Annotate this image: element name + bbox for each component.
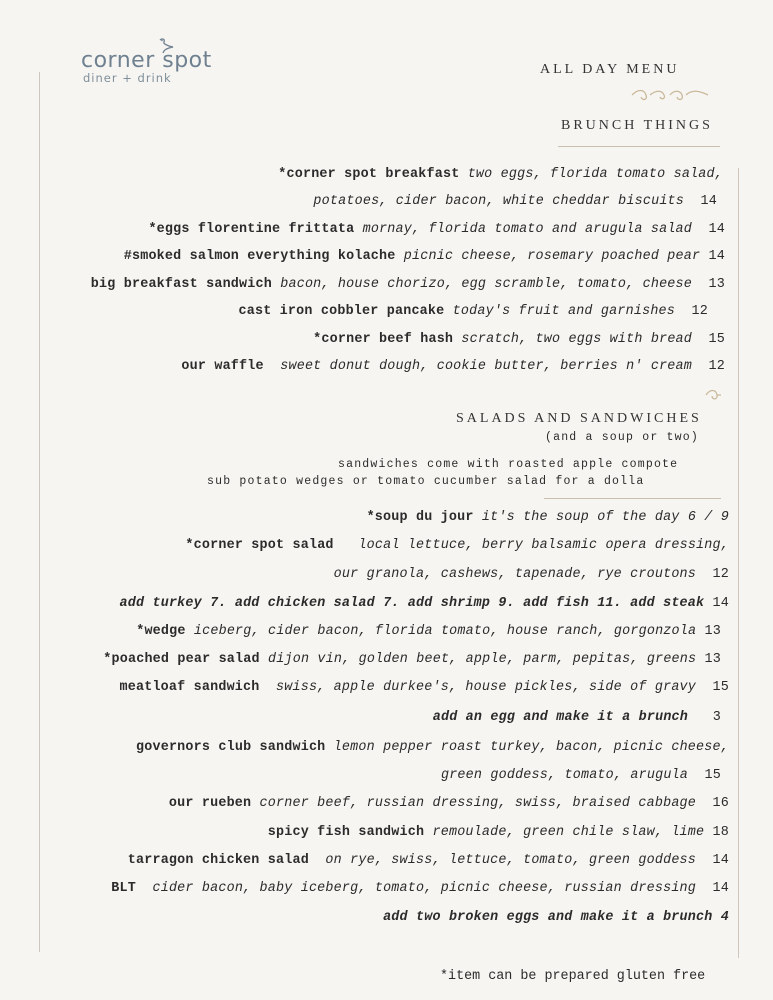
item-description: cider bacon, baby iceberg, tomato, picnic cheese, russian dressing [152, 881, 697, 896]
list-item [268, 825, 729, 840]
item-price: 13 [708, 277, 725, 292]
item-description: scratch, two eggs with bread [461, 332, 693, 347]
list-item [91, 277, 725, 292]
item-name: tarragon chicken salad [127, 853, 309, 868]
item-name: big breakfast sandwich [90, 277, 272, 292]
item-name: cast iron cobbler pancake [238, 304, 445, 319]
item-price: 12 [708, 359, 725, 374]
item-price: 4 [720, 910, 729, 925]
item-name: *corner spot breakfast [278, 167, 460, 182]
item-price: 14 [712, 881, 729, 896]
item-addon: add two broken eggs and make it a brunch [383, 910, 713, 925]
item-price: 14 [708, 249, 725, 264]
flourish-ornament-icon [704, 388, 722, 402]
item-description: corner beef, russian dressing, swiss, braised cabbage [259, 796, 697, 811]
item-description: today's fruit and garnishes [452, 304, 676, 319]
list-item [334, 567, 729, 582]
item-description: lemon pepper roast turkey, bacon, picnic cheese, [333, 740, 729, 755]
salads-divider [544, 498, 721, 499]
item-description: sweet donut dough, cookie butter, berries n' cream [280, 359, 693, 374]
item-description: picnic cheese, rosemary poached pear [403, 249, 701, 264]
list-item [120, 596, 729, 611]
sides-note: sandwiches come with roasted apple compote [338, 458, 679, 471]
item-price: 14 [712, 596, 729, 611]
item-name: BLT [111, 881, 136, 896]
item-name: meatloaf sandwich [119, 680, 260, 695]
item-price: 15 [708, 332, 725, 347]
gluten-free-note: *item can be prepared gluten free [440, 969, 706, 984]
brand-name: corner spot [81, 48, 212, 73]
item-description: iceberg, cider bacon, florida tomato, house ranch, gorgonzola [193, 624, 697, 639]
salads-subheading: (and a soup or two) [545, 431, 699, 444]
item-description: dijon vin, golden beet, apple, parm, pepitas, greens [268, 652, 697, 667]
list-item [136, 740, 729, 755]
item-name: our rueben [168, 796, 252, 811]
list-item [433, 710, 721, 725]
item-description: mornay, florida tomato and arugula salad [362, 222, 693, 237]
list-item [181, 359, 725, 374]
item-name: *wedge [136, 624, 186, 639]
item-description: our granola, cashews, tapenade, rye croutons [333, 567, 697, 582]
item-description: bacon, house chorizo, egg scramble, tomato, cheese [280, 277, 693, 292]
list-item [169, 796, 729, 811]
item-price: 15 [712, 680, 729, 695]
brand-tagline: diner + drink [83, 71, 172, 85]
menu-title: ALL DAY MENU [540, 62, 680, 77]
item-description: it's the soup of the day [481, 510, 680, 525]
item-name: spicy fish sandwich [267, 825, 425, 840]
item-price: 6 / 9 [687, 510, 729, 525]
list-item [313, 332, 725, 347]
list-item [148, 222, 725, 237]
list-item [111, 881, 729, 896]
list-item [441, 768, 721, 783]
list-item [239, 304, 709, 319]
list-item [120, 680, 730, 695]
item-price: 12 [691, 304, 708, 319]
item-price: 16 [712, 796, 729, 811]
item-description: on rye, swiss, lettuce, tomato, green goddess [325, 853, 697, 868]
item-description: remoulade, green chile slaw, lime [432, 825, 705, 840]
item-price: 13 [704, 652, 721, 667]
item-addon: add an egg and make it a brunch [432, 710, 689, 725]
item-name: *corner spot salad [185, 538, 334, 553]
item-name: *corner beef hash [313, 332, 454, 347]
list-item [128, 853, 729, 868]
list-item [124, 249, 725, 264]
item-description: swiss, apple durkee's, house pickles, side of gravy [276, 680, 697, 695]
right-border-line [738, 168, 739, 958]
list-item [278, 167, 723, 182]
item-name: #smoked salmon everything kolache [123, 249, 396, 264]
item-price: 15 [704, 768, 721, 783]
list-item [103, 652, 721, 667]
item-price: 12 [712, 567, 729, 582]
list-item [313, 194, 717, 209]
list-item [136, 624, 721, 639]
item-addon: add turkey 7. add chicken salad 7. add shrimp 9. add fish 11. add steak [119, 596, 705, 611]
item-description: green goddess, tomato, arugula [440, 768, 689, 783]
brunch-heading: BRUNCH THINGS [561, 118, 713, 133]
item-price: 13 [704, 624, 721, 639]
item-name: governors club sandwich [136, 740, 326, 755]
item-price: 14 [712, 853, 729, 868]
list-item [185, 538, 729, 553]
left-border-line [39, 72, 40, 952]
item-description: potatoes, cider bacon, white cheddar biscuits [313, 194, 685, 209]
item-name: *poached pear salad [103, 652, 260, 667]
item-price: 3 [712, 710, 721, 725]
item-price: 18 [712, 825, 729, 840]
salads-heading: SALADS AND SANDWICHES [456, 411, 702, 426]
item-description: two eggs, florida tomato salad, [467, 167, 723, 182]
item-name: *eggs florentine frittata [148, 222, 355, 237]
flourish-ornament-icon [630, 87, 710, 103]
list-item [383, 910, 729, 925]
list-item [367, 510, 729, 525]
item-name: our waffle [181, 359, 264, 374]
sides-note: sub potato wedges or tomato cucumber salad for a dolla [207, 475, 645, 488]
item-price: 14 [700, 194, 717, 209]
item-price: 14 [708, 222, 725, 237]
item-name: *soup du jour [366, 510, 474, 525]
item-description: local lettuce, berry balsamic opera dressing, [358, 538, 729, 553]
brunch-divider [558, 146, 720, 147]
